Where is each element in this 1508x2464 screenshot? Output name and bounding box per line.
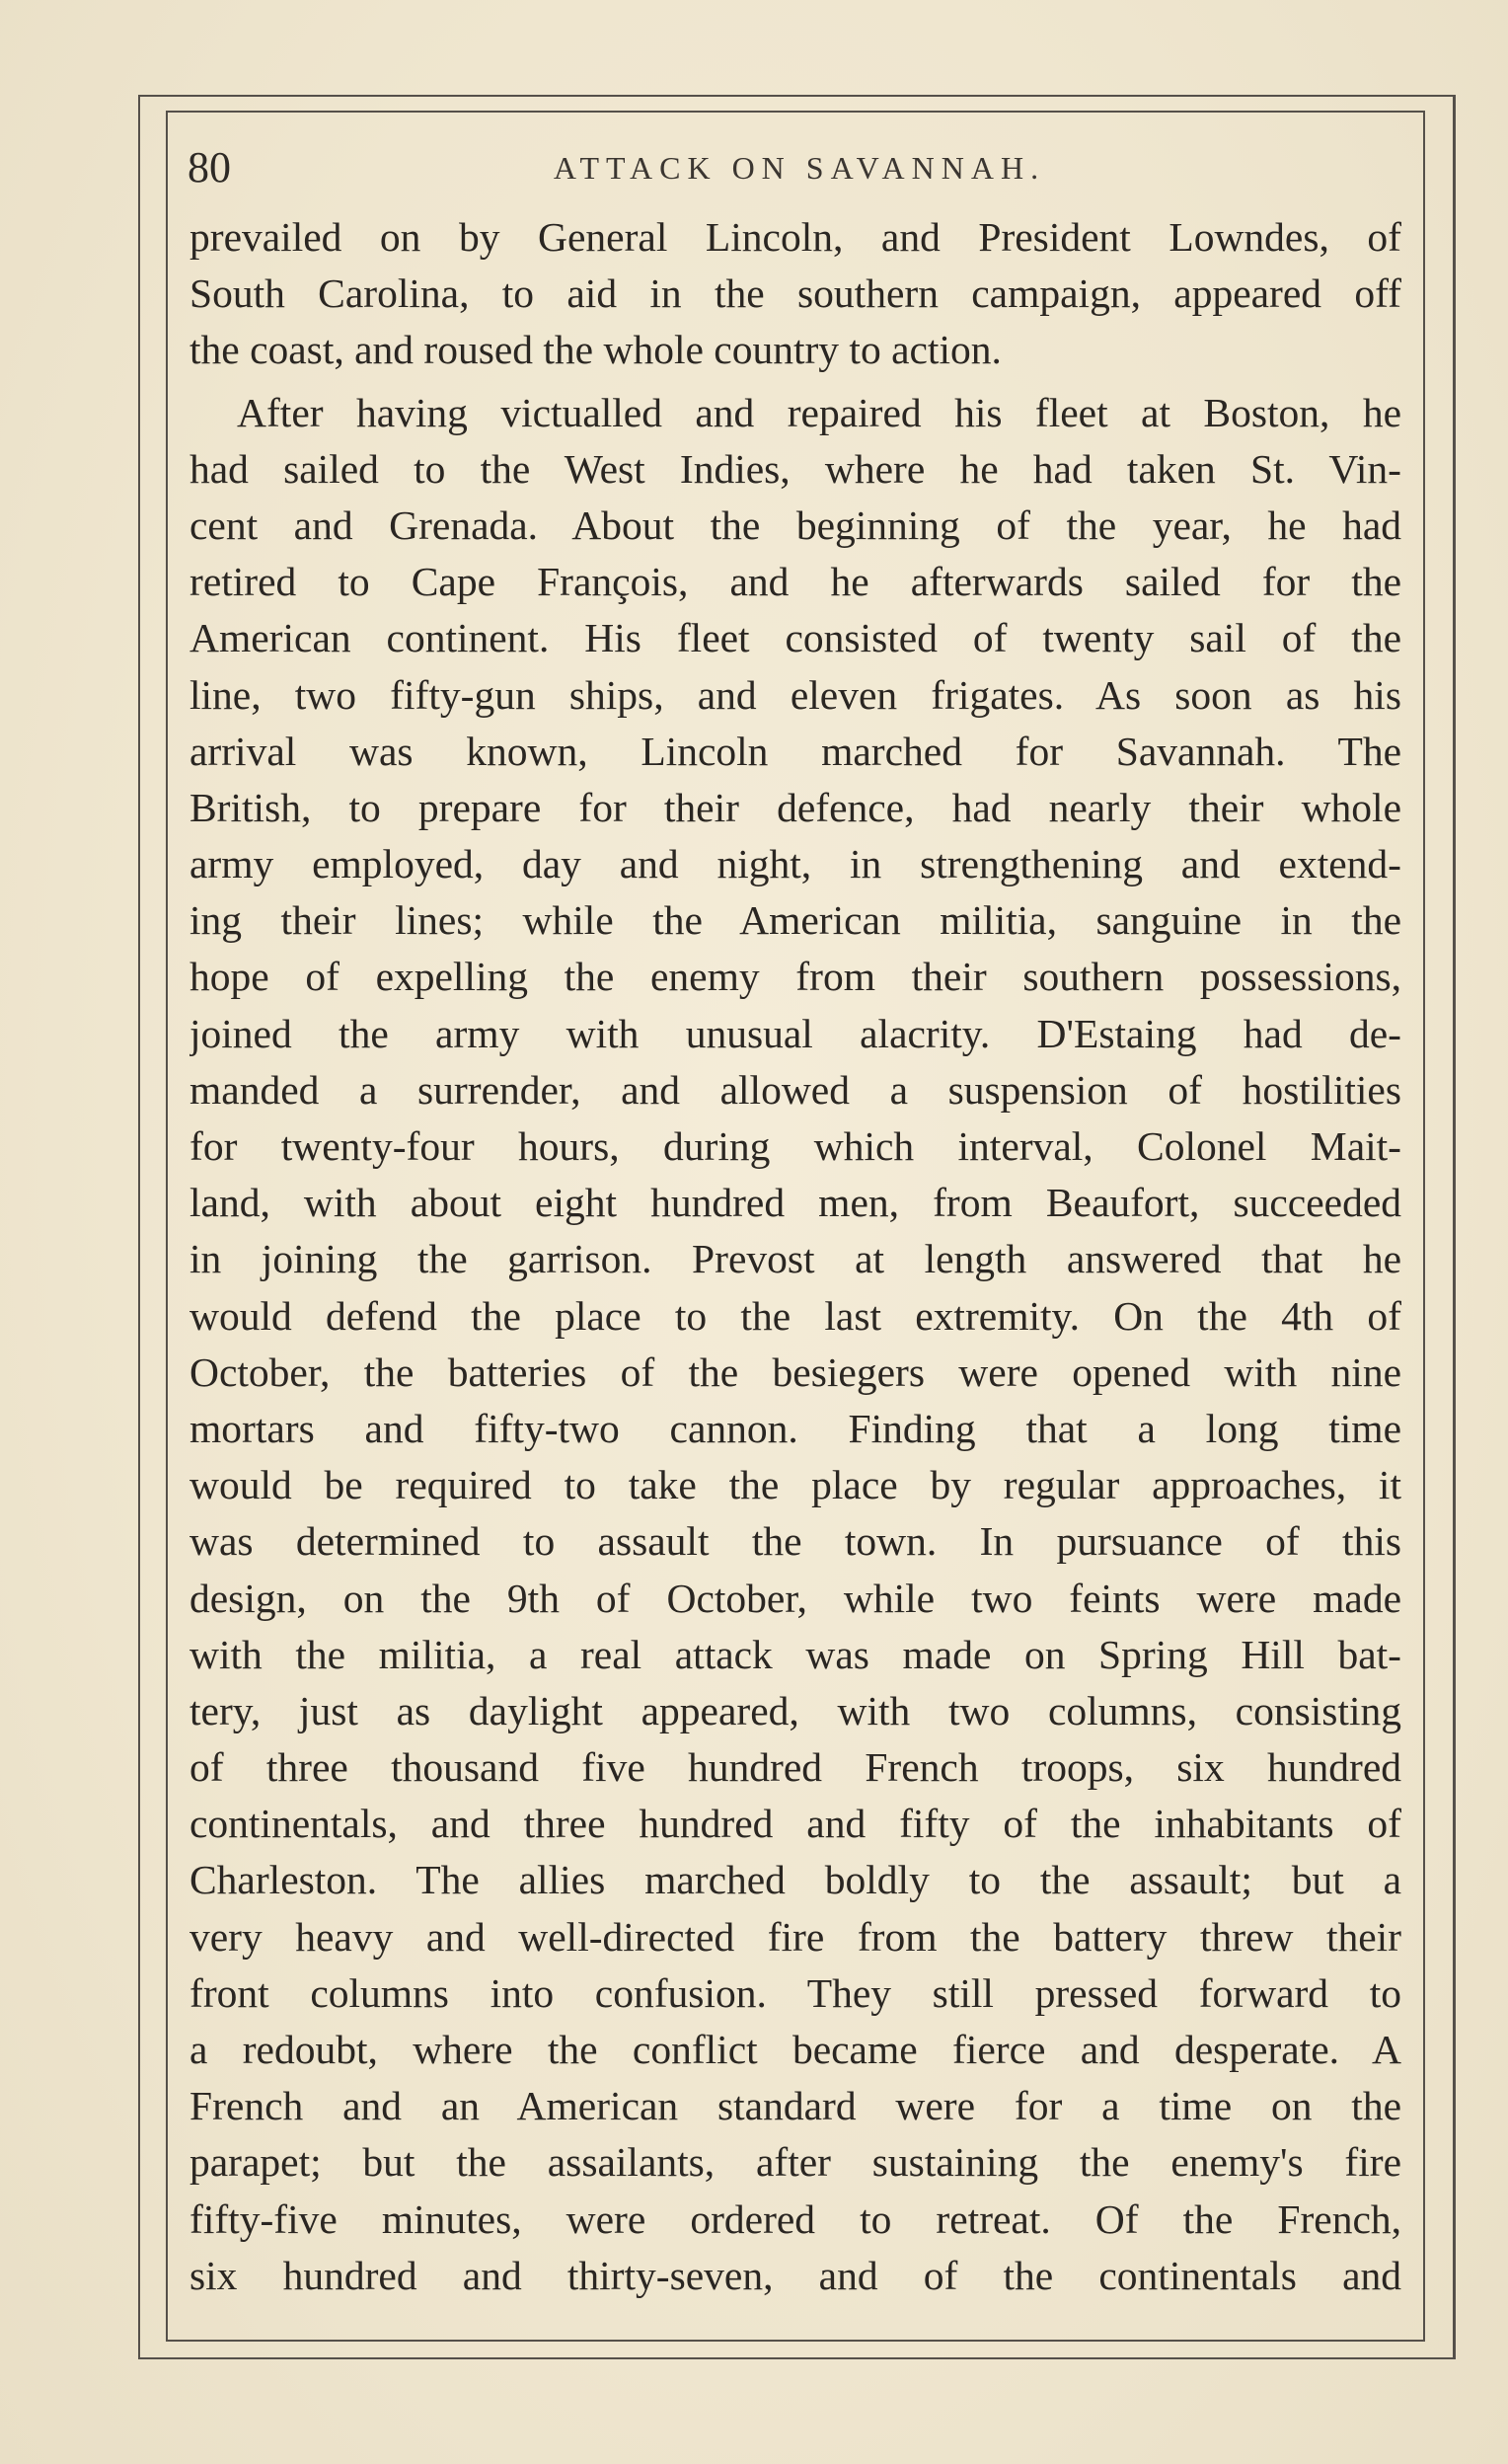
paragraph-1 (189, 209, 1401, 379)
text-line: design, on the 9th of October, while two feints were made (189, 1575, 1401, 1621)
text-line: the coast, and roused the whole country to action. (189, 327, 1002, 373)
text-line: cent and Grenada. About the beginning of the year, he had (189, 501, 1401, 548)
text-line: fifty-five minutes, were ordered to retreat. Of the French, (189, 2195, 1401, 2242)
text-line: After having victualled and repaired his fleet at Boston, he (237, 389, 1401, 435)
text-line: with the militia, a real attack was made on Spring Hill bat- (189, 1631, 1401, 1677)
text-line: front columns into confusion. They still pressed forward to (189, 1969, 1401, 2016)
text-line: Charleston. The allies marched boldly to the assault; but a (189, 1857, 1401, 1903)
text-line: parapet; but the assailants, after sustaining the enemy's fire (189, 2139, 1401, 2186)
text-line: continentals, and three hundred and fifty of the inhabitants of (189, 1801, 1401, 1847)
text-line: was determined to assault the town. In pursuance of this (189, 1518, 1401, 1565)
text-line: manded a surrender, and allowed a suspension of hostilities (189, 1066, 1401, 1113)
paragraph-2 (189, 385, 1401, 2304)
text-line: ing their lines; while the American militia, sanguine in the (189, 897, 1401, 944)
text-line: very heavy and well-directed fire from the battery threw their (189, 1913, 1401, 1960)
text-line: mortars and fifty-two cannon. Finding that a long time (189, 1405, 1401, 1451)
text-line: for twenty-four hours, during which interval, Colonel Mait- (189, 1123, 1401, 1169)
text-line: British, to prepare for their defence, had nearly their whole (189, 784, 1401, 830)
text-line: would defend the place to the last extremity. On the 4th of (189, 1292, 1401, 1339)
page-header (188, 134, 1411, 203)
text-line: tery, just as daylight appeared, with two columns, consisting (189, 1687, 1401, 1733)
text-line: of three thousand five hundred French troops, six hundred (189, 1744, 1401, 1791)
text-line: French and an American standard were for a time on the (189, 2083, 1401, 2129)
text-line: a redoubt, where the conflict became fierce and desperate. A (189, 2027, 1401, 2072)
text-line: South Carolina, to aid in the southern campaign, appeared off (189, 270, 1401, 317)
page-number: 80 (188, 143, 231, 192)
text-line: October, the batteries of the besiegers were opened with nine (189, 1348, 1401, 1395)
text-line: army employed, day and night, in strengthening and extend- (189, 841, 1401, 887)
text-line: joined the army with unusual alacrity. D'Estaing had de- (189, 1010, 1401, 1056)
text-line: had sailed to the West Indies, where he had taken St. Vin- (189, 445, 1401, 492)
text-line: prevailed on by General Lincoln, and President Lowndes, of (189, 214, 1401, 260)
text-line: land, with about eight hundred men, from Beaufort, succeeded (189, 1180, 1401, 1226)
text-line: American continent. His fleet consisted of twenty sail of the (189, 615, 1401, 661)
text-line: hope of expelling the enemy from their southern possessions, (189, 954, 1401, 1000)
running-head: ATTACK ON SAVANNAH. (553, 150, 1046, 186)
text-line: arrival was known, Lincoln marched for Savannah. The (189, 728, 1401, 774)
body-text (189, 209, 1401, 2304)
text-line: would be required to take the place by regular approaches, it (189, 1462, 1401, 1508)
text-line: line, two fifty-gun ships, and eleven frigates. As soon as his (189, 671, 1401, 718)
text-line: in joining the garrison. Prevost at length answered that he (189, 1236, 1401, 1282)
text-line: six hundred and thirty-seven, and of the continentals and (189, 2252, 1401, 2298)
text-line: retired to Cape François, and he afterwards sailed for the (189, 559, 1401, 605)
